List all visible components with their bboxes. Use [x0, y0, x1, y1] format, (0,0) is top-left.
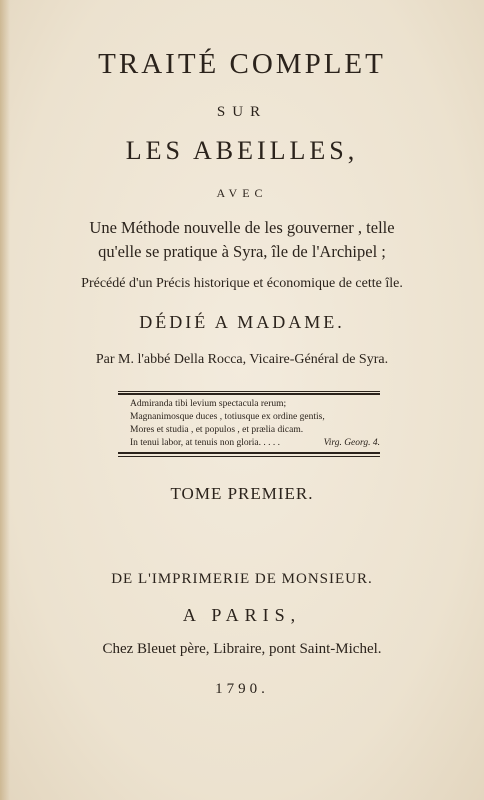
city-line: A PARIS,	[182, 605, 302, 625]
dedication: DÉDIÉ A MADAME.	[139, 312, 345, 332]
author-line: Par M. l'abbé Della Rocca, Vicaire-Général de Syra.	[95, 352, 389, 367]
epigraph-line-2: Magnanimosque duces , totiusque ex ordine gentis,	[130, 412, 325, 422]
epigraph-line-4-row	[130, 437, 380, 450]
precede-line: Précédé d'un Précis historique et économique de cette île.	[81, 276, 403, 291]
imprint-line: DE L'IMPRIMERIE DE MONSIEUR.	[111, 571, 373, 587]
epigraph-line-1: Admiranda tibi levium spectacula rerum;	[130, 399, 287, 409]
epigraph-line-3: Mores et studia , et populos , et prælia dicam.	[130, 425, 304, 435]
epigraph-bottom-rule	[118, 452, 380, 454]
subtitle-line-2: qu'elle se pratique à Syra, île de l'Archipel ;	[98, 242, 386, 261]
epigraph-line-4: In tenui labor, at tenuis non gloria. . . . .	[130, 438, 281, 448]
title-line-3: LES ABEILLES,	[125, 136, 359, 165]
subtitle-line-1: Une Méthode nouvelle de les gouverner , telle	[89, 218, 395, 237]
epigraph	[130, 398, 380, 450]
avec-label: AVEC	[216, 186, 268, 200]
year-line: 1790.	[215, 681, 269, 697]
volume-label: TOME PREMIER.	[170, 484, 314, 503]
title-line-2: SUR	[216, 104, 268, 120]
epigraph-source: Virg. Georg. 4.	[323, 438, 380, 448]
epigraph-top-rule	[118, 393, 380, 395]
title-line-1: TRAITÉ COMPLET	[98, 48, 386, 80]
publisher-line: Chez Bleuet père, Libraire, pont Saint-Michel.	[102, 641, 382, 657]
